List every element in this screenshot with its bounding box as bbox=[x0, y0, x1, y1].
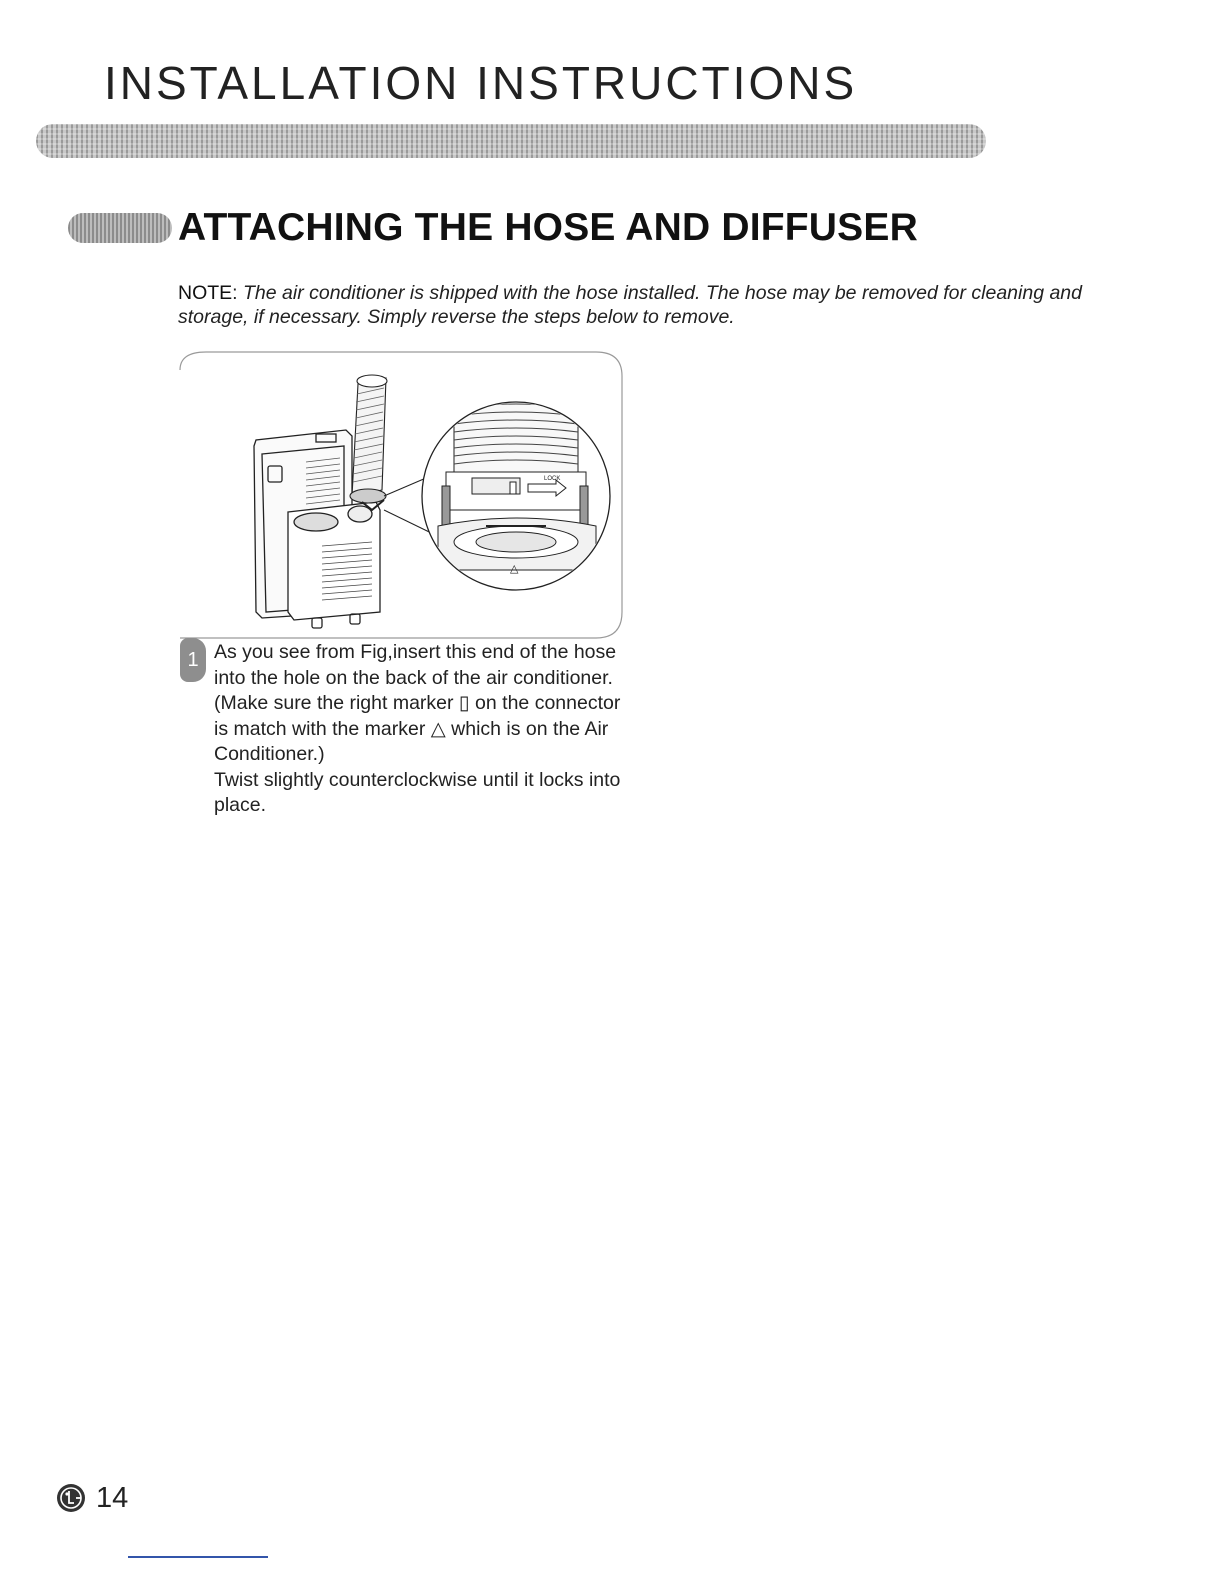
step-number-badge: 1 bbox=[180, 638, 206, 682]
step-line: (Make sure the right marker ▯ on the connector bbox=[214, 692, 621, 714]
step-line: is match with the marker △ which is on the Air bbox=[214, 717, 609, 740]
page-number: 14 bbox=[96, 1482, 129, 1514]
page-title: INSTALLATION INSTRUCTIONS bbox=[104, 57, 858, 109]
hose-illustration bbox=[350, 375, 387, 503]
step-line: As you see from Fig,insert this end of the hose bbox=[214, 641, 617, 663]
step-line: Twist slightly counterclockwise until it locks into bbox=[214, 768, 621, 791]
step-line: into the hole on the back of the air conditioner. bbox=[214, 666, 613, 689]
note-label: NOTE bbox=[178, 282, 233, 304]
footer-line bbox=[128, 1556, 268, 1558]
note-paragraph bbox=[178, 281, 1138, 329]
step-line: place. bbox=[214, 794, 267, 816]
hose-installation-figure bbox=[176, 350, 624, 642]
step-line: Conditioner.) bbox=[214, 743, 325, 765]
step-1-instructions bbox=[214, 640, 664, 819]
marker-triangle-icon: △ bbox=[510, 562, 519, 575]
lg-logo-icon bbox=[56, 1483, 86, 1513]
note-separator: : bbox=[232, 282, 238, 304]
connector-zoom-detail bbox=[422, 390, 610, 590]
note-text: The air conditioner is shipped with the hose installed. The hose may be removed for cleaning and storage, if necessary. Simply reverse the steps below to remove. bbox=[178, 282, 1082, 328]
section-pill-decoration bbox=[68, 213, 172, 243]
lock-label: LOCK bbox=[544, 476, 561, 482]
header-decorative-bar bbox=[36, 124, 986, 158]
section-heading: ATTACHING THE HOSE AND DIFFUSER bbox=[178, 206, 918, 249]
